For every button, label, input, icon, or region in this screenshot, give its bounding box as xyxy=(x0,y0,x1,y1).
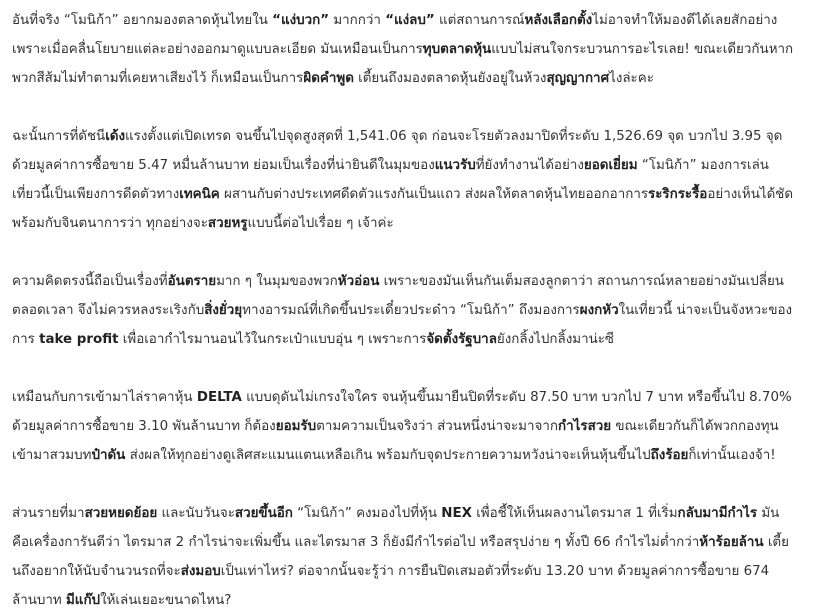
bold-phrase: ยอดเยี่ยม xyxy=(583,158,638,173)
text-run: อันที่จริง “โมนิก้า” อยากมองตลาดหุ้นไทยใน xyxy=(12,13,273,28)
text-run: มันคือเครื่องการันตีว่า ไตรมาส 2 กำไรน่าจะเพิ่มขึ้น และไตรมาส 3 ก็ยังมีกำไรต่อไป หรือสรุปง่าย ๆ ทั้งปี 66 กำไรไม่ต่ำกว่า xyxy=(12,506,780,550)
paragraph-3 xyxy=(12,267,796,354)
bold-phrase: ผงกหัว xyxy=(579,303,619,318)
bold-phrase: สวยขึ้นอีก xyxy=(234,506,293,521)
text-run: ยังกลิ้งไปกลิ้งมาน่ะซี xyxy=(496,332,615,347)
text-run: มากกว่า xyxy=(329,13,386,28)
text-run: ก็เท่านั้นเองจ้า! xyxy=(688,448,776,463)
bold-phrase: สวยหรู xyxy=(207,216,248,231)
bold-phrase: “แง่บวก” xyxy=(272,13,330,28)
bold-phrase: ป๋าดัน xyxy=(91,448,126,463)
text-run: ทางอารมณ์ที่เกิดขึ้นประเดี๋ยวประด๋าว “โมนิก้า” ถึงมองการ xyxy=(242,303,580,318)
text-run: แบบไม่สนใจกระบวนการอะไรเลย! ขณะเดียวกันหากพวกสีส้มไม่ทำตามที่เคยหาเสียงไว้ ก็เหมือนเป็นการ xyxy=(12,42,794,86)
bold-phrase: สวยหยดย้อย xyxy=(84,506,158,521)
bold-phrase: NEX xyxy=(441,506,472,521)
text-run: “โมนิก้า” มองการเล่นเที่ยวนี้เป็นเพียงการดีดตัวทาง xyxy=(12,158,769,202)
text-run: เพื่อเอากำไรมานอนไว้ในกระเป๋าแบบอุ่น ๆ เพราะการ xyxy=(118,332,427,347)
text-run: ที่ยังทำงานได้อย่าง xyxy=(475,158,584,173)
bold-phrase: DELTA xyxy=(196,390,242,405)
text-run: ให้เล่นเยอะขนาดไหน? xyxy=(100,593,232,608)
paragraph-4 xyxy=(12,383,796,470)
text-run: เตี้ยนถึงอยากให้นับจำนวนรถที่จะ xyxy=(12,535,789,579)
text-run: อย่างเห็นได้ชัด พร้อมกับจินตนาการว่า ทุกอย่างจะ xyxy=(12,187,794,231)
bold-phrase: หัวอ่อน xyxy=(337,274,380,289)
text-run: เป็นเท่าไหร่? ต่อจากนั้นจะรู้ว่า การยืนปิดเสมอตัวที่ระดับ 13.20 บาท ด้วยมูลค่าการซื้อขาย 674 ล้านบาท xyxy=(12,564,770,608)
bold-phrase: อันตราย xyxy=(167,274,217,289)
bold-phrase: ห้าร้อยล้าน xyxy=(699,535,764,550)
bold-phrase: ยอมรับ xyxy=(275,419,317,434)
text-run: ไงล่ะคะ xyxy=(609,71,654,86)
text-run: ขณะเดียวกันก็ได้พวกกองทุนเข้ามาสวมบท xyxy=(12,419,779,463)
text-run: เพื่อชี้ให้เห็นผลงานไตรมาส 1 ที่เริ่ม xyxy=(471,506,678,521)
bold-phrase: ทุบตลาดหุ้น xyxy=(422,42,492,57)
text-run: ส่งผลให้ทุกอย่างดูเลิศสะแมนแตนเหลือเกิน พร้อมกับจุดประกายความหวังน่าจะเห็นหุ้นขึ้นไป xyxy=(125,448,651,463)
text-run: ตามความเป็นจริงว่า ส่วนหนึ่งน่าจะมาจาก xyxy=(316,419,559,434)
bold-phrase: take profit xyxy=(39,332,119,347)
bold-phrase: จัดตั้งรัฐบาล xyxy=(426,332,497,347)
bold-phrase: ระริกระรื้อ xyxy=(648,187,708,202)
text-run: แรงตั้งแต่เปิดเทรด จนขึ้นไปจุดสูงสุดที่ 1,541.06 จุด ก่อนจะโรยตัวลงมาปิดที่ระดับ 1,526.69 จุด บวกไป 3.95 จุด ด้วยมูลค่าการซื้อขาย 5.47 หมื่นล้านบาท ย่อมเป็นเรื่องที่น่ายินดีในมุมของ xyxy=(12,129,783,173)
paragraph-5 xyxy=(12,499,796,615)
text-run: เตี้ยนถึงมองตลาดหุ้นยังอยู่ในห้วง xyxy=(353,71,547,86)
bold-phrase: เด้ง xyxy=(105,129,126,144)
bold-phrase: กลับมามีกำไร xyxy=(677,506,758,521)
text-run: ไม่อาจทำให้มองดีได้เลยสักอย่าง เพราะเมื่อคลื่นโยบายแต่ละอย่างออกมาดูแบบละเอียด มันเหมือนเป็นการ xyxy=(12,13,778,57)
paragraph-2 xyxy=(12,122,796,238)
bold-phrase: ถึงร้อย xyxy=(650,448,689,463)
bold-phrase: มีแก๊ป xyxy=(65,593,101,608)
bold-phrase: “แง่ลบ” xyxy=(385,13,435,28)
text-run: ผสานกับต่างประเทศดีดตัวแรงกันเป็นแถว ส่งผลให้ตลาดหุ้นไทยออกอาการ xyxy=(219,187,649,202)
bold-phrase: กำไรสวย xyxy=(558,419,612,434)
text-run: แบบดุดันไม่เกรงใจใคร จนหุ้นขึ้นมายืนปิดที่ระดับ 87.50 บาท บวกไป 7 บาท หรือขึ้นไป 8.70% ด้วยมูลค่าการซื้อขาย 3.10 พันล้านบาท ก็ต้อง xyxy=(12,390,792,434)
text-run: และนับวันจะ xyxy=(157,506,235,521)
bold-phrase: สุญญากาศ xyxy=(546,71,610,86)
text-run: แต่สถานการณ์ xyxy=(434,13,525,28)
text-run: ส่วนรายที่มา xyxy=(12,506,85,521)
text-run: “โมนิก้า” คงมองไปที่หุ้น xyxy=(292,506,442,521)
bold-phrase: หลังเลือกตั้ง xyxy=(524,13,593,28)
text-run: ในเที่ยวนี้ น่าจะเป็นจังหวะของการ xyxy=(12,303,793,347)
text-run: เพราะของมันเห็นกันเต็มสองลูกตาว่า สถานการณ์หลายอย่างมันเปลี่ยนตลอดเวลา จึงไม่ควรหลงระเริงกับ xyxy=(12,274,784,318)
text-run: เหมือนกับการเข้ามาไล่ราคาหุ้น xyxy=(12,390,197,405)
bold-phrase: ผิดคำพูด xyxy=(303,71,354,86)
bold-phrase: ส่งมอบ xyxy=(180,564,221,579)
text-run: ฉะนั้นการที่ดัชนี xyxy=(12,129,106,144)
text-run: ความคิดตรงนี้ถือเป็นเรื่องที่ xyxy=(12,274,168,289)
bold-phrase: สิ่งยั่วยุ xyxy=(204,303,243,318)
text-run: มาก ๆ ในมุมของพวก xyxy=(216,274,338,289)
bold-phrase: เทคนิค xyxy=(179,187,220,202)
text-run: แบบนี้ต่อไปเรื่อย ๆ เจ้าค่ะ xyxy=(247,216,394,231)
paragraph-1 xyxy=(12,6,796,93)
bold-phrase: แนวรับ xyxy=(434,158,476,173)
